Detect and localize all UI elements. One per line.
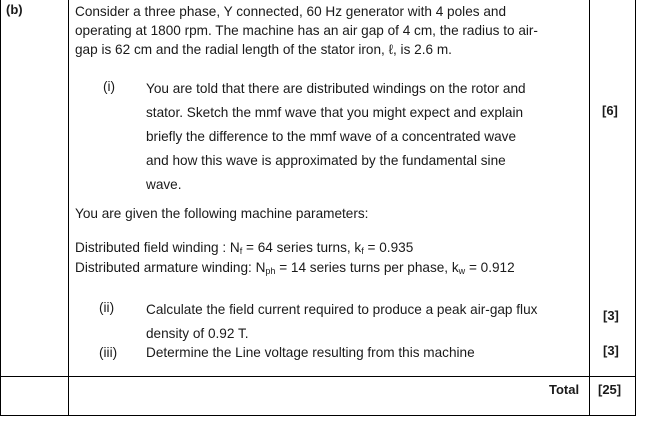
field-winding-params: Distributed field winding : $N_f = 64$ series turns, $k_f = 0.935$: [75, 240, 414, 256]
intro-line: Consider a three phase, Y connected, 60 Hz generator with 4 poles and: [75, 4, 507, 19]
part-i-line: and how this wave is approximated by the fundamental sine: [146, 153, 506, 168]
table-divider-label: [68, 0, 69, 416]
part-iii-marks: [3]: [603, 343, 619, 358]
table-rule-total-top: [0, 376, 636, 377]
part-ii-line: Calculate the field current required to produce a peak air-gap flux: [146, 302, 538, 317]
armature-winding-params: Distributed armature winding: $N_{ph} = 14$ series turns per phase, $k_w = 0.912$: [75, 260, 515, 276]
table-rule-bottom: [0, 415, 636, 416]
part-i-line: You are told that there are distributed windings on the rotor and: [146, 81, 526, 96]
part-ii-text: [146, 298, 537, 346]
intro-line: gap is 62 cm and the radial length of the stator iron, ℓ, is 2.6 m.: [75, 42, 452, 57]
part-ii-number: (ii): [99, 300, 115, 315]
total-label: Total: [549, 382, 580, 397]
part-ii-marks: [3]: [603, 308, 619, 323]
part-i-number: (i): [103, 79, 116, 94]
table-border-right: [635, 0, 636, 416]
total-marks: [25]: [598, 382, 622, 397]
part-iii-number: (iii): [99, 345, 118, 360]
part-i-marks: [6]: [602, 103, 618, 118]
part-iii-text: Determine the Line voltage resulting from this machine: [146, 345, 475, 360]
part-i-text: [146, 77, 526, 197]
part-i-line: stator. Sketch the mmf wave that you might expect and explain: [146, 105, 524, 120]
table-divider-marks: [589, 0, 590, 416]
part-i-line: briefly the difference to the mmf wave of a concentrated wave: [146, 129, 516, 144]
question-label: (b): [6, 2, 23, 17]
params-intro: You are given the following machine parameters:: [75, 206, 369, 221]
intro-line: operating at 1800 rpm. The machine has an air gap of 4 cm, the radius to air-: [75, 23, 538, 38]
table-border-left: [0, 0, 1, 416]
question-intro: [75, 2, 538, 59]
part-ii-line: density of 0.92 T.: [146, 326, 249, 341]
part-i-line: wave.: [146, 177, 182, 192]
